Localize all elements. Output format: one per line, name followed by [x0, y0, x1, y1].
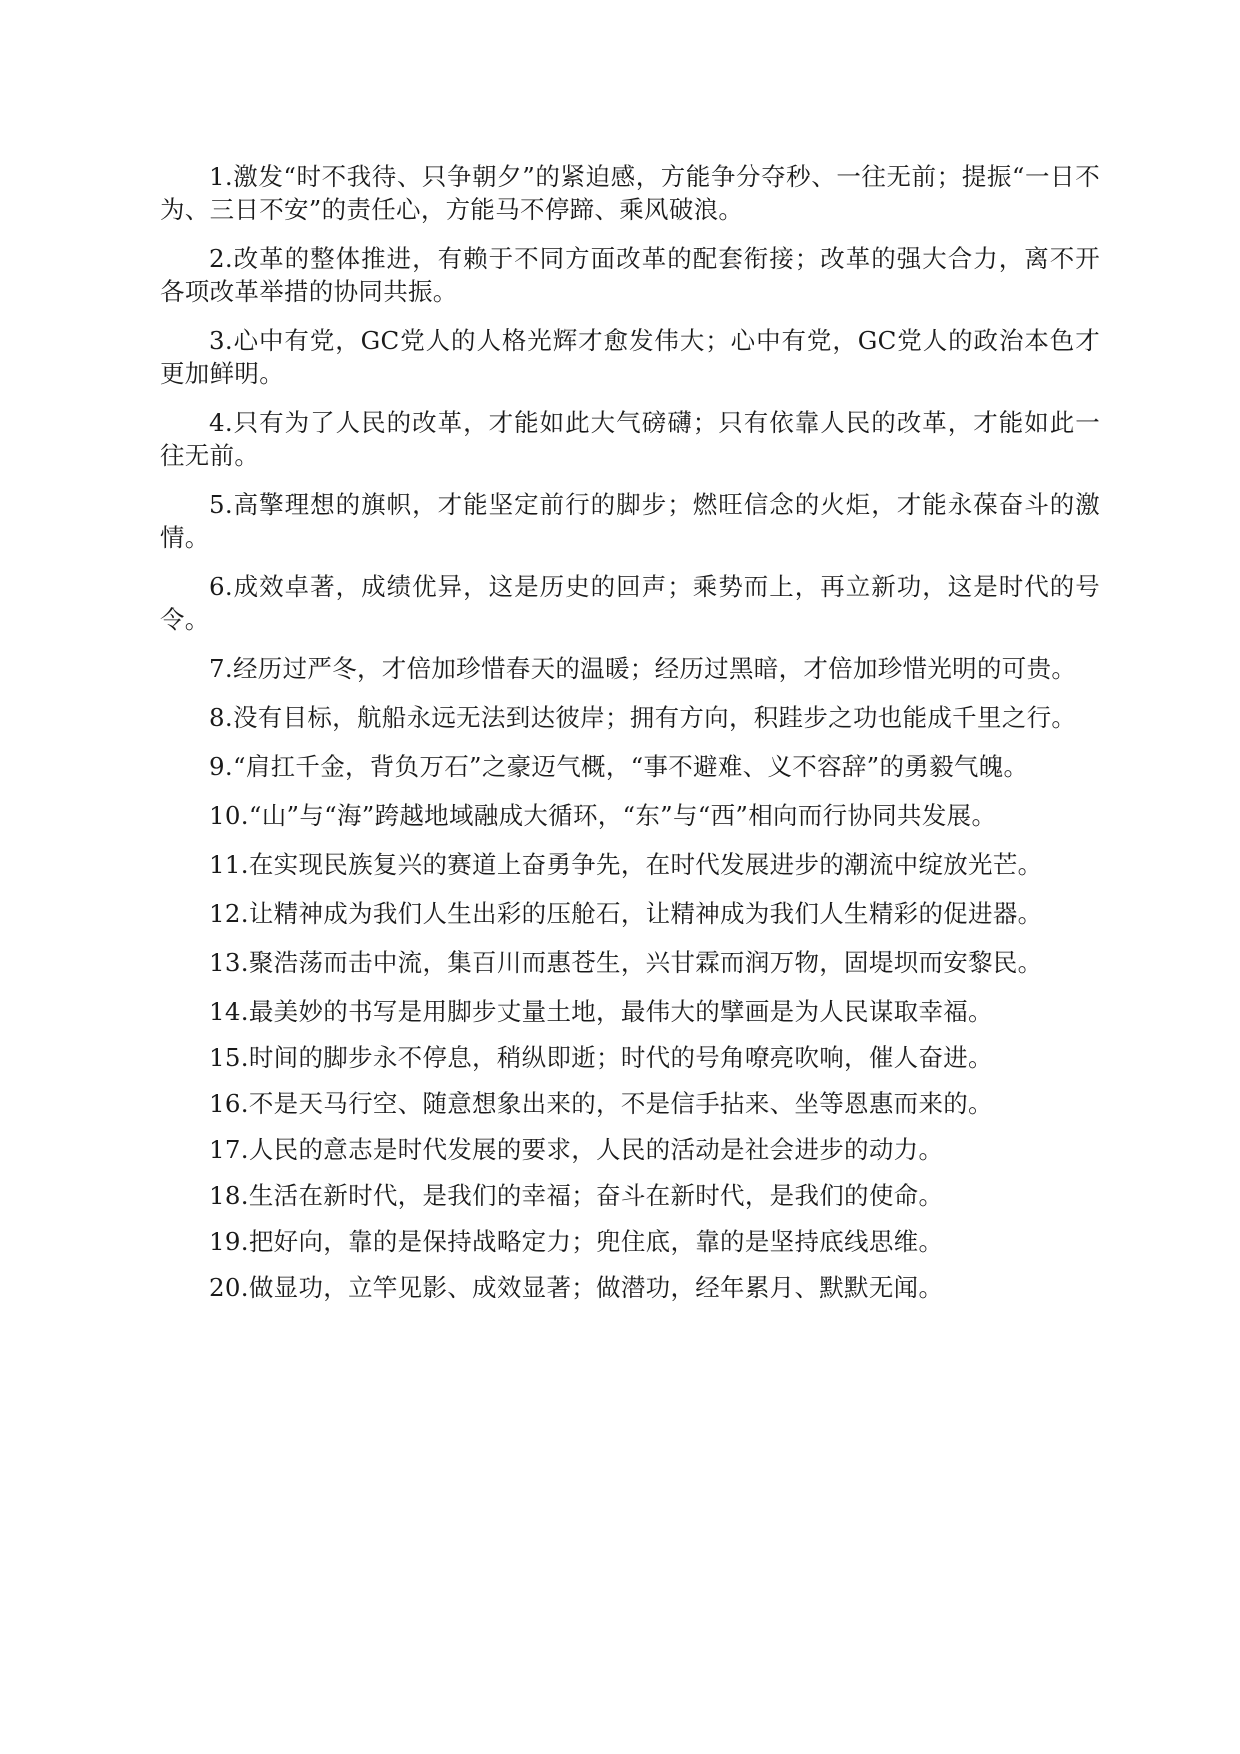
paragraph-13: 13.聚浩荡而击中流，集百川而惠苍生，兴甘霖而润万物，固堤坝而安黎民。: [209, 948, 1043, 977]
paragraph-2: 2.改革的整体推进，有赖于不同方面改革的配套衔接；改革的强大合力，离不开各项改革举措的协同共振。: [160, 244, 1100, 306]
paragraph-16: 16.不是天马行空、随意想象出来的，不是信手拈来、坐等恩惠而来的。: [209, 1089, 993, 1118]
paragraph-8: 8.没有目标，航船永远无法到达彼岸；拥有方向，积跬步之功也能成千里之行。: [209, 703, 1077, 732]
paragraph-17: 17.人民的意志是时代发展的要求，人民的活动是社会进步的动力。: [209, 1135, 944, 1164]
paragraph-14: 14.最美妙的书写是用脚步丈量土地，最伟大的擘画是为人民谋取幸福。: [209, 997, 993, 1026]
paragraph-19: 19.把好向，靠的是保持战略定力；兜住底，靠的是坚持底线思维。: [209, 1227, 944, 1256]
paragraph-9: 9.“肩扛千金，背负万石”之豪迈气概，“事不避难、义不容辞”的勇毅气魄。: [209, 752, 1029, 781]
paragraph-1: 1.激发“时不我待、只争朝夕”的紧迫感，方能争分夺秒、一往无前；提振“一日不为、三日不安”的责任心，方能马不停蹄、乘风破浪。: [160, 162, 1100, 224]
paragraph-6: 6.成效卓著，成绩优异，这是历史的回声；乘势而上，再立新功，这是时代的号令。: [160, 572, 1100, 634]
paragraph-20: 20.做显功，立竿见影、成效显著；做潜功，经年累月、默默无闻。: [209, 1273, 944, 1302]
paragraph-3: 3.心中有党，GC党人的人格光辉才愈发伟大；心中有党，GC党人的政治本色才更加鲜明。: [160, 326, 1100, 388]
paragraph-12: 12.让精神成为我们人生出彩的压舱石，让精神成为我们人生精彩的促进器。: [209, 899, 1043, 928]
paragraph-10: 10.“山”与“海”跨越地域融成大循环，“东”与“西”相向而行协同共发展。: [209, 801, 997, 830]
paragraph-4: 4.只有为了人民的改革，才能如此大气磅礴；只有依靠人民的改革，才能如此一往无前。: [160, 408, 1100, 470]
paragraph-15: 15.时间的脚步永不停息，稍纵即逝；时代的号角嘹亮吹响，催人奋进。: [209, 1043, 993, 1072]
paragraph-7: 7.经历过严冬，才倍加珍惜春天的温暖；经历过黑暗，才倍加珍惜光明的可贵。: [209, 654, 1077, 683]
paragraph-5: 5.高擎理想的旗帜，才能坚定前行的脚步；燃旺信念的火炬，才能永葆奋斗的激情。: [160, 490, 1100, 552]
paragraph-11: 11.在实现民族复兴的赛道上奋勇争先，在时代发展进步的潮流中绽放光芒。: [209, 850, 1043, 879]
document-page: [160, 160, 1100, 1317]
paragraph-18: 18.生活在新时代，是我们的幸福；奋斗在新时代，是我们的使命。: [209, 1181, 944, 1210]
